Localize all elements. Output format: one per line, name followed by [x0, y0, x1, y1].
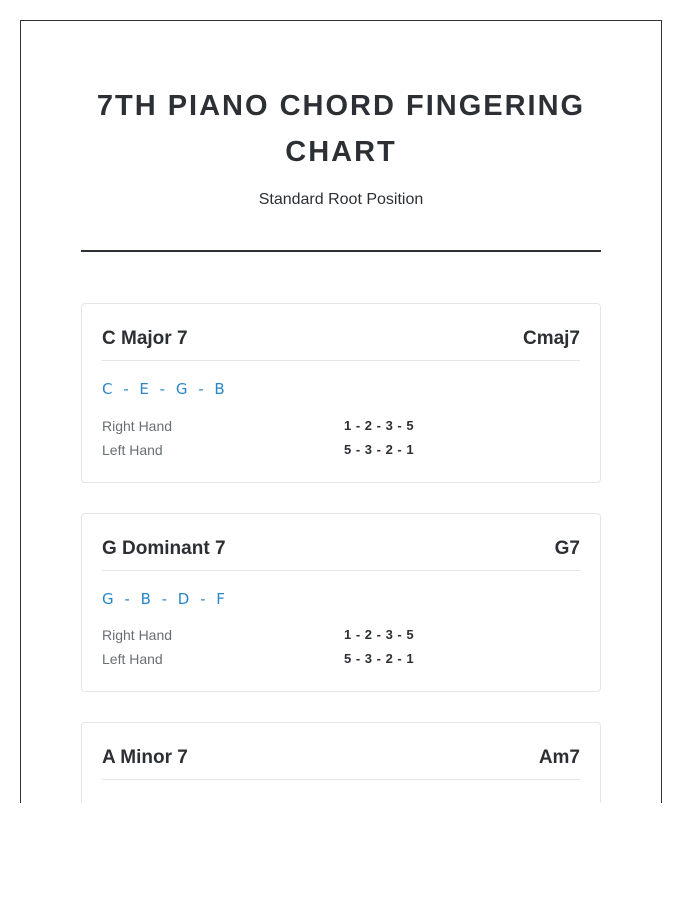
right-hand-label: Right Hand: [102, 627, 173, 643]
right-hand-fingering: 1 - 2 - 3 - 5: [344, 627, 415, 642]
chord-card-g7: [81, 513, 601, 692]
left-hand-label: Left Hand: [102, 651, 163, 667]
chord-card-am7: [81, 722, 601, 803]
chord-notes: G - B - D - F: [102, 590, 226, 608]
chord-card-header: [102, 723, 580, 780]
page-title: 7TH PIANO CHORD FINGERING CHART: [96, 90, 586, 168]
page-subtitle: Standard Root Position: [258, 191, 424, 208]
right-hand-fingering: 1 - 2 - 3 - 5: [344, 418, 415, 433]
chord-symbol: Am7: [538, 747, 580, 768]
header-divider: [81, 250, 601, 252]
chord-card-header: [102, 304, 580, 361]
chord-name: G Dominant 7: [102, 538, 226, 559]
chord-notes: C - E - G - B: [102, 380, 226, 398]
chord-card-header: [102, 514, 580, 571]
left-hand-label: Left Hand: [102, 442, 163, 458]
right-hand-label: Right Hand: [102, 418, 173, 434]
left-hand-fingering: 5 - 3 - 2 - 1: [344, 651, 415, 666]
chord-symbol: G7: [554, 538, 580, 559]
chart-page: [20, 20, 662, 803]
chord-symbol: Cmaj7: [522, 328, 580, 349]
chord-name: C Major 7: [102, 328, 188, 349]
chord-card-cmaj7: [81, 303, 601, 483]
left-hand-fingering: 5 - 3 - 2 - 1: [344, 442, 415, 457]
chord-name: A Minor 7: [102, 747, 188, 768]
